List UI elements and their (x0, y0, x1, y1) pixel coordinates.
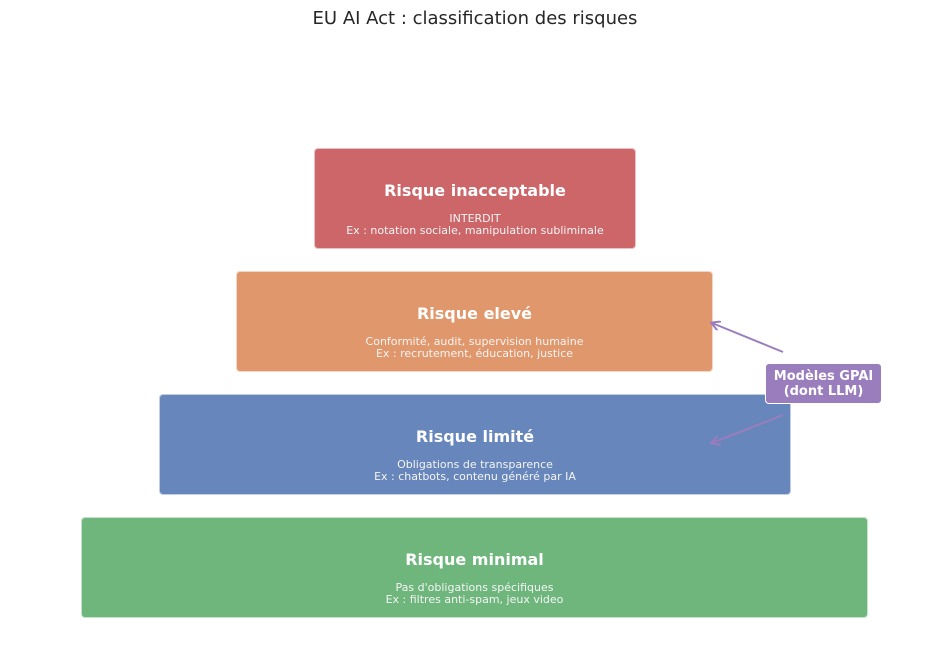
tier-examples: Ex : chatbots, contenu généré par IA (374, 470, 576, 483)
arrow-to-high-risk (712, 323, 783, 352)
gpai-models-label (765, 363, 882, 404)
tier-description: INTERDIT (449, 212, 501, 225)
tier-description: Pas d'obligations spécifiques (395, 581, 554, 594)
tier-name: Risque minimal (405, 550, 544, 569)
diagram-title: EU AI Act : classification des risques (312, 8, 638, 29)
tier-examples: Ex : filtres anti-spam, jeux video (385, 593, 564, 606)
tier-description: Obligations de transparence (397, 458, 553, 471)
tier-name: Risque inacceptable (384, 181, 566, 200)
gpai-label-line2: (dont LLM) (783, 384, 864, 399)
tier-name: Risque elevé (416, 304, 533, 323)
tier-examples: Ex : notation sociale, manipulation subliminale (346, 224, 604, 237)
tier-name: Risque limité (415, 427, 535, 446)
tier-examples: Ex : recrutement, éducation, justice (375, 347, 574, 360)
tier-description: Conformité, audit, supervision humaine (365, 335, 584, 348)
arrow-to-limited-risk (712, 415, 783, 443)
gpai-label-line1: Modèles GPAI (773, 369, 874, 384)
